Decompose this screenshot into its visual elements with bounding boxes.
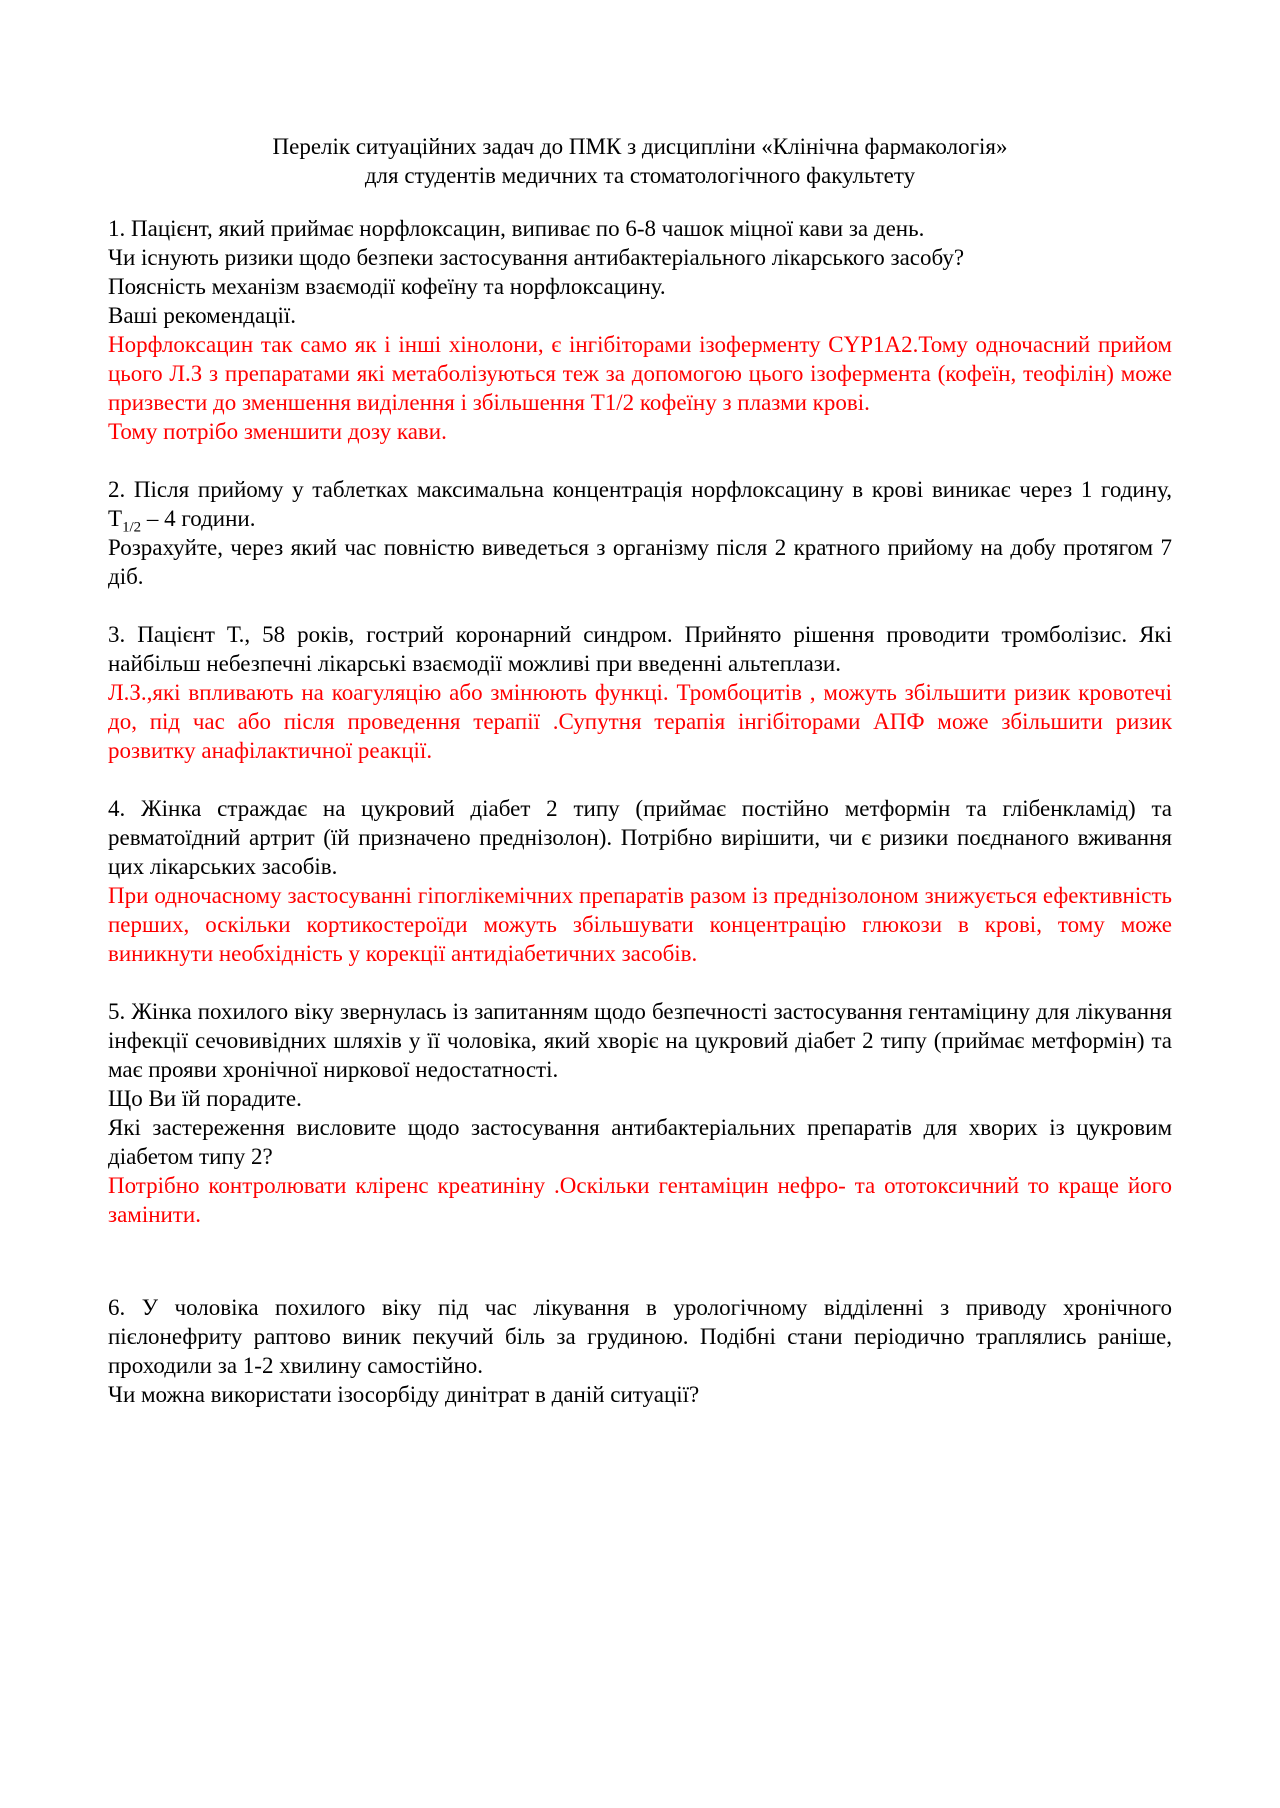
document-title <box>108 132 1172 190</box>
task-5-question-2: Які застереження висловите щодо застосування антибактеріальних препаратів для хворих із цукровим діабетом типу 2? <box>108 1115 1172 1169</box>
task-2-question-text: 2. Після прийому у таблетках максимальна концентрація норфлоксацину в крові виникає через 1 годину, Т <box>108 477 1172 531</box>
title-line-1: Перелік ситуаційних задач до ПМК з дисципліни «Клінічна фармакологія» <box>272 134 1008 159</box>
task-1-answer: Норфлоксацин так само як і інші хінолони, є інгібіторами ізоферменту CYP1A2.Тому одночасний прийом цього Л.З з препаратами які метаболізуються теж за допомогою цього ізофермента (кофеїн, теофілін) може призвести до зменшення виділення і збільшення Т1/2 кофеїну з плазми крові. <box>108 332 1172 415</box>
task-2-instruction: Розрахуйте, через який час повністю виведеться з організму після 2 кратного прийому на добу протягом 7 діб. <box>108 535 1172 589</box>
task-4-answer: При одночасному застосуванні гіпоглікемічних препаратів разом із преднізолоном знижується ефективність перших, оскільки кортикостероїди можуть збільшувати концентрацію глюкози в крові, тому може виникнути необхідність у корекції антидіабетичних засобів. <box>108 883 1172 966</box>
task-1 <box>108 214 1172 446</box>
task-5-question: 5. Жінка похилого віку звернулась із запитанням щодо безпечності застосування гентаміцину для лікування інфекції сечовивідних шляхів у її чоловіка, який хворіє на цукровий діабет 2 типу (приймає метформін) та має прояви хронічної ниркової недостатності. <box>108 999 1172 1082</box>
task-4-question: 4. Жінка страждає на цукровий діабет 2 типу (приймає постійно метформін та глібенкламід) та ревматоїдний артрит (їй призначено преднізолон). Потрібно вирішити, чи є ризики поєднаного вживання цих лікарських засобів. <box>108 796 1172 879</box>
task-4 <box>108 794 1172 968</box>
task-5 <box>108 997 1172 1229</box>
task-3-answer: Л.З.,які впливають на коагуляцію або змінюють функці. Тромбоцитів , можуть збільшити ризик кровотечі до, під час або після проведення терапії .Супутня терапія інгібіторами АПФ може збільшити ризик розвитку анафілактичної реакції. <box>108 680 1172 763</box>
task-2-question-text-after: – 4 години. <box>141 506 256 531</box>
task-2-question <box>108 475 1172 536</box>
task-6-question-2: Чи можна використати ізосорбіду динітрат в даній ситуації? <box>108 1382 700 1407</box>
task-1-answer-note: Тому потрібо зменшити дозу кави. <box>108 419 447 444</box>
half-life-subscript: 1/2 <box>122 519 142 536</box>
task-6 <box>108 1293 1172 1409</box>
task-1-question-line-3: Поясність механізм взаємодії кофеїну та норфлоксацину. <box>108 274 666 299</box>
task-3 <box>108 620 1172 765</box>
task-1-question-line-1: 1. Пацієнт, який приймає норфлоксацин, випиває по 6-8 чашок міцної кави за день. <box>108 216 925 241</box>
task-5-answer: Потрібно контролювати кліренс креатиніну .Оскільки гентаміцин нефро- та ототоксичний то краще його замінити. <box>108 1173 1172 1227</box>
task-1-question-line-4: Ваші рекомендації. <box>108 303 296 328</box>
task-5-advice-prompt: Що Ви їй порадите. <box>108 1086 302 1111</box>
task-1-question-line-2: Чи існують ризики щодо безпеки застосування антибактеріального лікарського засобу? <box>108 245 965 270</box>
task-6-question: 6. У чоловіка похилого віку під час лікування в урологічному відділенні з приводу хронічного пієлонефриту раптово виник пекучий біль за грудиною. Подібні стани періодично траплялись раніше, проходили за 1-2 хвилину самостійно. <box>108 1295 1172 1378</box>
task-3-question: 3. Пацієнт Т., 58 років, гострий коронарний синдром. Прийнято рішення проводити тромболізис. Які найбільш небезпечні лікарські взаємодії можливі при введенні альтеплази. <box>108 622 1172 676</box>
title-line-2: для студентів медичних та стоматологічного факультету <box>364 163 916 188</box>
task-2 <box>108 475 1172 591</box>
